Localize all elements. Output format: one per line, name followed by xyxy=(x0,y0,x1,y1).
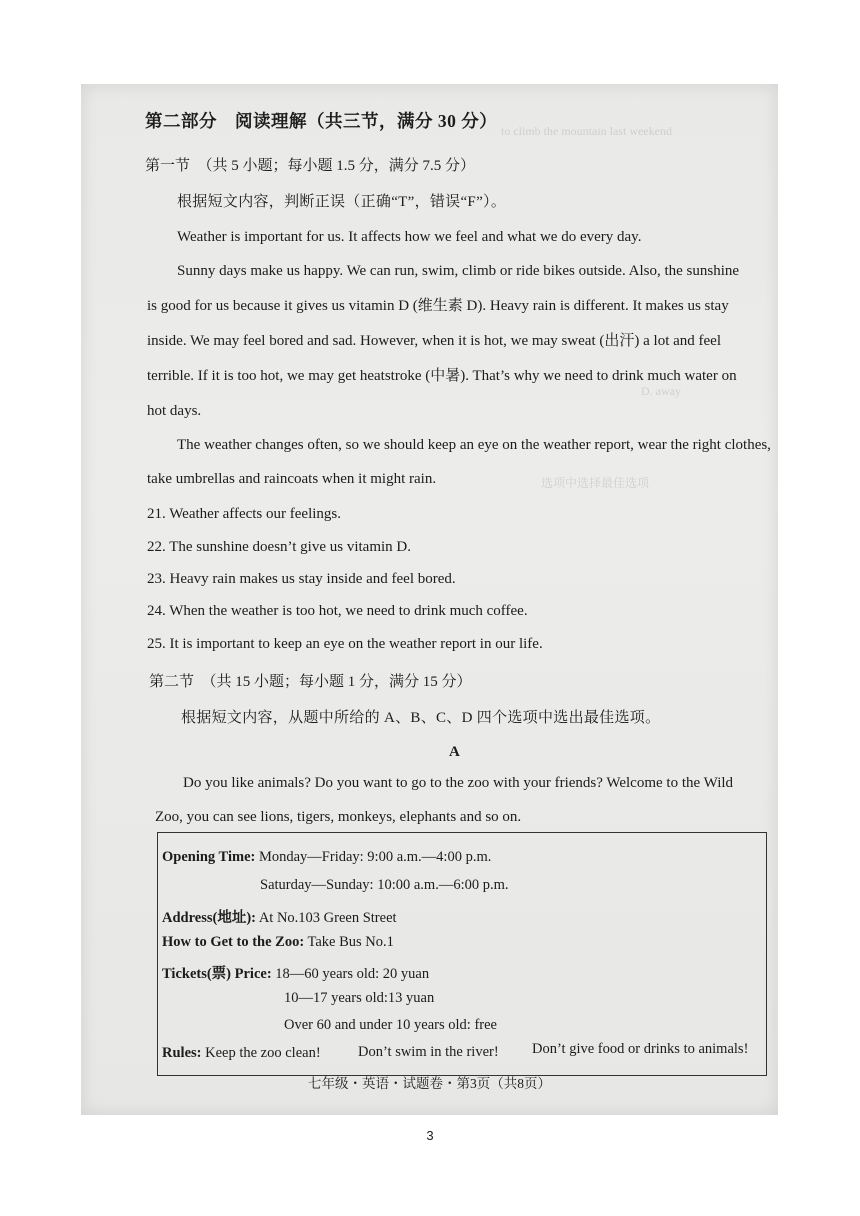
passage-line: take umbrellas and raincoats when it might rain. xyxy=(147,471,437,487)
part2-heading: 第二节 （共 15 小题；每小题 1 分，满分 15 分） xyxy=(149,674,472,690)
passage-line: is good for us because it gives us vitamin D (维生素 D). Heavy rain is different. It makes us stay xyxy=(147,298,729,314)
opening-time-label: Opening Time: xyxy=(162,849,256,865)
address-row xyxy=(162,906,397,927)
rule-river: Don’t swim in the river! xyxy=(358,1044,499,1060)
section-title: 第二部分 阅读理解（共三节，满分 30 分） xyxy=(145,111,498,131)
opening-time-row xyxy=(162,849,491,866)
question-22: 22. The sunshine doesn’t give us vitamin D. xyxy=(147,539,412,555)
ticket-teen: 10—17 years old:13 yuan xyxy=(284,990,435,1006)
question-24: 24. When the weather is too hot, we need to drink much coffee. xyxy=(147,603,528,619)
address-value: At No.103 Green Street xyxy=(258,910,397,926)
question-21: 21. Weather affects our feelings. xyxy=(147,506,341,522)
passage-label: A xyxy=(449,744,460,760)
how-to-row xyxy=(162,934,394,951)
page-footer: 七年级・英语・试题卷・第3页（共8页） xyxy=(308,1076,551,1091)
passage-line: The weather changes often, so we should keep an eye on the weather report, wear the right clothes, xyxy=(177,437,771,453)
part2-instruction: 根据短文内容，从题中所给的 A、B、C、D 四个选项中选出最佳选项。 xyxy=(181,710,661,726)
opening-weekdays: Monday—Friday: 9:00 a.m.—4:00 p.m. xyxy=(258,849,492,865)
passage-line: inside. We may feel bored and sad. However, when it is hot, we may sweat (出汗) a lot and feel xyxy=(147,333,721,349)
passage-line: hot days. xyxy=(147,403,202,419)
rules-label: Rules: xyxy=(162,1045,202,1061)
zoo-notice-box xyxy=(157,832,767,1076)
bleed-through-text: D. away xyxy=(641,384,681,398)
part1-heading: 第一节 （共 5 小题；每小题 1.5 分，满分 7.5 分） xyxy=(145,158,476,174)
rules-row xyxy=(162,1045,321,1062)
question-25: 25. It is important to keep an eye on the weather report in our life. xyxy=(147,636,543,652)
scanned-page-photo xyxy=(81,84,778,1115)
bleed-through-text: 选项中选择最佳选项 xyxy=(541,476,650,490)
intro-line: Do you like animals? Do you want to go to the zoo with your friends? Welcome to the Wild xyxy=(183,775,734,791)
tickets-label: Tickets(票) Price: xyxy=(162,966,272,982)
ticket-free: Over 60 and under 10 years old: free xyxy=(284,1017,497,1033)
ticket-adult: 18—60 years old: 20 yuan xyxy=(275,966,430,982)
question-23: 23. Heavy rain makes us stay inside and feel bored. xyxy=(147,571,456,587)
intro-line: Zoo, you can see lions, tigers, monkeys, elephants and so on. xyxy=(155,809,522,825)
how-to-label: How to Get to the Zoo: xyxy=(162,934,305,950)
bleed-through-text: to climb the mountain last weekend xyxy=(501,124,672,138)
how-to-value: Take Bus No.1 xyxy=(307,934,394,950)
passage-line: Weather is important for us. It affects how we feel and what we do every day. xyxy=(177,229,642,245)
address-label: Address(地址): xyxy=(162,910,256,926)
passage-line: terrible. If it is too hot, we may get heatstroke (中暑). That’s why we need to drink much water on xyxy=(147,368,737,384)
rule-food: Don’t give food or drinks to animals! xyxy=(532,1041,749,1057)
part1-instruction: 根据短文内容，判断正误（正确“T”，错误“F”）。 xyxy=(177,194,507,210)
rule-clean: Keep the zoo clean! xyxy=(205,1045,321,1061)
passage-line: Sunny days make us happy. We can run, swim, climb or ride bikes outside. Also, the sunshine xyxy=(177,263,740,279)
page-number: 3 xyxy=(426,1128,434,1143)
opening-weekend: Saturday—Sunday: 10:00 a.m.—6:00 p.m. xyxy=(260,877,509,893)
tickets-row xyxy=(162,962,429,983)
